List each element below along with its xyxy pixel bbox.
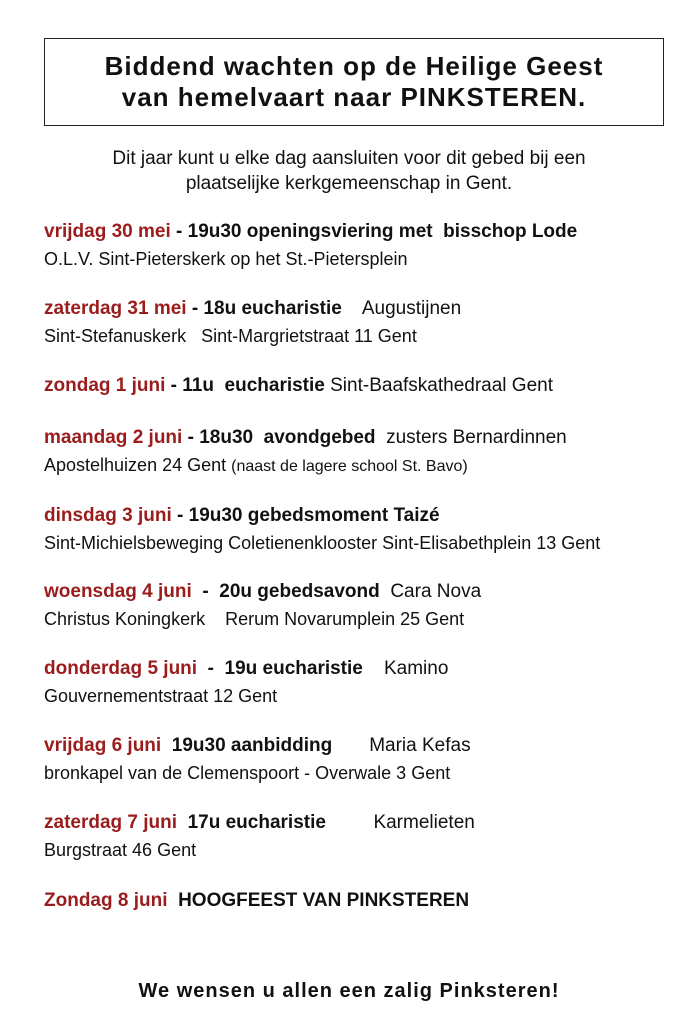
title-line-1: Biddend wachten op de Heilige Geest [104, 51, 604, 81]
entry-date: maandag 2 juni [44, 427, 183, 448]
entry-place: Christus Koningkerk Rerum Novarumplein 25 Gent [44, 609, 465, 629]
entry-sep: - [191, 581, 220, 602]
entry-activity: HOOGFEEST VAN PINKSTEREN [178, 890, 470, 911]
entry-place: O.L.V. Sint-Pieterskerk op het St.-Pietersplein [44, 249, 408, 269]
entry-place: Gouvernementstraat 12 Gent [44, 686, 278, 706]
entry-host: Augustijnen [341, 298, 462, 319]
entry-activity: 19u eucharistie [224, 658, 363, 679]
entry-host: Sint-Baafskathedraal Gent [324, 375, 553, 396]
entry-date: vrijdag 6 juni [44, 735, 162, 756]
schedule-entry-8 [44, 734, 684, 787]
entry-date: dinsdag 3 juni [44, 505, 172, 526]
entry-sep [168, 890, 179, 911]
entry-sep: - [170, 221, 188, 242]
entry-date: zaterdag 7 juni [44, 812, 178, 833]
entry-date: donderdag 5 juni [44, 658, 198, 679]
entry-date: zondag 1 juni [44, 375, 166, 396]
intro-line-1: Dit jaar kunt u elke dag aansluiten voor dit gebed bij een [112, 148, 586, 169]
schedule-entry-9 [44, 811, 684, 864]
entry-place: Burgstraat 46 Gent [44, 840, 197, 860]
entry-place: Sint-Michielsbeweging Coletienenklooster Sint-Elisabethplein 13 Gent [44, 533, 601, 553]
intro-text [0, 146, 698, 196]
schedule-entry-7 [44, 657, 684, 710]
entry-note: (naast de lagere school St. Bavo) [231, 458, 468, 475]
title-box [44, 38, 664, 126]
entry-sep: - [182, 427, 200, 448]
entry-place: bronkapel van de Clemenspoort - Overwale 3 Gent [44, 763, 451, 783]
entry-sep: - [171, 505, 189, 526]
closing-wish: We wensen u allen een zalig Pinksteren! [138, 980, 560, 1002]
entry-date: zaterdag 31 mei [44, 298, 187, 319]
entry-date: woensdag 4 juni [44, 581, 192, 602]
entry-place: Apostelhuizen 24 Gent [44, 455, 232, 475]
entry-activity: 20u gebedsavond [219, 581, 380, 602]
entry-sep: - [165, 375, 183, 396]
entry-sep [177, 812, 188, 833]
schedule-entry-3 [44, 374, 684, 398]
schedule-entry-1 [44, 220, 684, 273]
entry-activity: 18u30 avondgebed [199, 427, 376, 448]
schedule-entry-10 [44, 889, 684, 913]
entry-activity: 17u eucharistie [187, 812, 326, 833]
title-line-2: van hemelvaart naar PINKSTEREN. [121, 82, 587, 112]
entry-activity: 19u30 openingsviering met bisschop Lode [187, 221, 578, 242]
entry-activity: 19u30 gebedsmoment Taizé [188, 505, 440, 526]
schedule-entry-2 [44, 297, 684, 350]
entry-sep: - [186, 298, 204, 319]
entry-activity: 19u30 aanbidding [171, 735, 333, 756]
entry-sep [161, 735, 172, 756]
entry-date: Zondag 8 juni [44, 890, 168, 911]
schedule-entry-6 [44, 580, 684, 633]
intro-line-2: plaatselijke kerkgemeenschap in Gent. [185, 173, 513, 194]
entry-activity: 18u eucharistie [203, 298, 342, 319]
entry-date: vrijdag 30 mei [44, 221, 171, 242]
entry-sep: - [197, 658, 225, 679]
entry-host: Kamino [362, 658, 449, 679]
entry-host: Maria Kefas [332, 735, 471, 756]
entry-activity: 11u eucharistie [182, 375, 325, 396]
schedule-entry-4 [44, 426, 684, 479]
schedule-entry-5 [44, 504, 684, 557]
entry-place: Sint-Stefanuskerk Sint-Margrietstraat 11 Gent [44, 326, 417, 346]
entry-host: Karmelieten [325, 812, 475, 833]
entry-host: Cara Nova [379, 581, 482, 602]
entry-host: zusters Bernardinnen [375, 427, 567, 448]
